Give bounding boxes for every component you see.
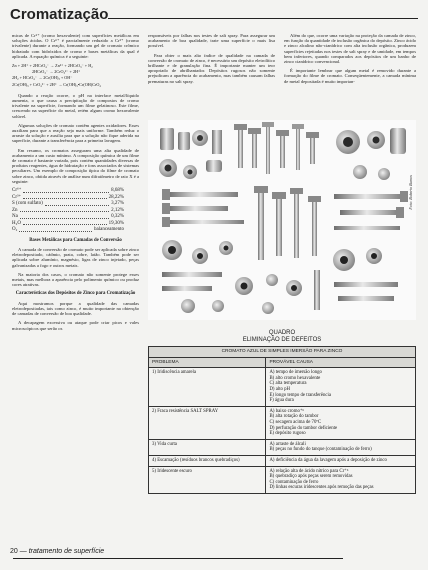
paragraph: A decapagem excessiva ou ataque pode criar picos e vales microscópicos que serão os: [12, 320, 139, 331]
equation: Zn + 2H⁺ + 2HCrO₄⁻ → Zn²⁺ + 2HCrO₃⁻ + H₂: [12, 63, 93, 69]
footer-rule: [13, 558, 343, 559]
equation: 2Cr(OH)₃ + CrO₄²⁻ + 2H⁺ → Cr(OH)₃•Cr(OH)CrO₄: [12, 81, 101, 87]
paragraph: micas de Cr⁶⁺ (cromo hexavalente) com superfícies metálicas em soluções ácidas. O Cr⁶⁺ é parcialmente reduzido a Cr³⁺ (cromo trivalente) durante a reação, formando um gel de cromato crômico hidratado com hidróxidos de cromo e bases metálicas da qual é aplicada. A equação química é a seguinte:: [12, 33, 139, 59]
cause-cell: A) deficiência da água da lavagem após a deposição de zinco: [266, 455, 416, 466]
defects-table: [148, 346, 416, 494]
section-title: Cromatização: [10, 6, 109, 23]
paragraph: responsáveis por falhas nos testes de salt spray. Para assegurar um acabamento de boa qualidade, trate uma superfície o mais lisa possível.: [148, 33, 275, 49]
cause-cell: A) relação alta de ácido nítrico para Cr⁺⁶ B) quebradiço após peças serem removidas C) contaminação de ferro D) linhas escuras iridescentes após remoção das peças: [266, 466, 416, 493]
composition-row: Cr⁶⁺ 8,68%: [12, 188, 124, 194]
table-row: [149, 439, 416, 455]
subheading: Características dos Depósitos de Zinco para Cromatização: [15, 291, 136, 297]
paragraph: Para obter o mais alto índice de qualidade na camada de conversão de cromato de zinco, é necessário um depósito eletrolítico brilhante e de granulação fina. É importante manter um teor apropriado de abrilhantador. Depósitos rugosos não somente prejudicam a aparência do acabamento, mas também causam falhas prematuras no salt spray.: [148, 52, 275, 84]
column-2: [148, 33, 275, 88]
column-1: [12, 33, 139, 335]
bolts-group: [234, 122, 319, 174]
column-3: [284, 33, 416, 88]
paragraph: Na maioria dos casos, o cromato não somente protege esses metais, mas melhora a aparência pelo polimento químico ou produz cores atrativas.: [12, 271, 139, 288]
cause-cell: A) tempo de imersão longo B) alto cromo hexavalente C) alta temperatura D) alto pH E) longo tempo de transferência F) água dura: [266, 368, 416, 407]
table-header-row: [149, 347, 416, 358]
page-header: [10, 6, 418, 24]
table-row: [149, 455, 416, 466]
paragraph: Em resumo, os cromatos asseguram uma alta qualidade de acabamento a um custo mínimo. A composição química de um filme de cromato é bastante variada, pois contém quantidades diversas de produtos reagentes, água de hidratação e íons associados de sistemas peculiares. Um exemplo de composição típica do filme de cromato sobre zinco, obtida através de análise num difratômetro de raio X é a seguinte:: [12, 147, 139, 184]
equation: 2HCrO₃⁻ → 2CrO₃²⁻ + 2H⁺: [32, 69, 81, 75]
table-row: [149, 368, 416, 407]
table-caption-line: ELIMINAÇÃO DE DEFEITOS: [242, 337, 322, 343]
cause-cell: A) baixo cromo⁺⁶ B) alta rotação do tambor C) secagem acima de 70ºC D) perfuração do tambor deficiente E) depósito rugoso: [266, 406, 416, 439]
paragraph: Além do que, ocorre uma variação na proteção da camada de zinco, em função da quantidade de inclusão orgânica do depósito. Zinco ácido e zinco alcalino não-cianídrico com alta inclusão orgânica, produzem superfícies rejeitadas nos testes de salt spray e de umidade, em tempos bem inferiores, quando comparados aos depósitos de um banho de zinco cianídrico convencional.: [284, 33, 416, 65]
table-main-header: CROMATO AZUL DE SIMPLES IMERSÃO PARA ZINCO: [149, 347, 416, 358]
composition-row: H₂O 19,30%: [12, 220, 124, 226]
problem-cell: 4) Escamação (resíduos brancos quebradiços): [149, 455, 266, 466]
photo-credit: Foto: Roberto Ramos: [408, 175, 413, 210]
table-header-row: [149, 357, 416, 368]
composition-row: O₂ balanceamento: [12, 227, 124, 233]
fitting-group: [159, 128, 222, 179]
page-number: 20: [10, 548, 18, 555]
journal-name: tratamento de superfície: [28, 548, 105, 555]
problem-cell: 1) Iridiscência amarela: [149, 368, 266, 407]
footer-separator: —: [19, 548, 27, 555]
table-caption: [148, 330, 416, 344]
subheading: Bases Metálicas para Camadas de Conversão: [29, 237, 122, 243]
page-footer: [10, 548, 418, 562]
cause-cell: A) arraste de álcali B) peças no fundo do tanque (contaminação de ferro): [266, 439, 416, 455]
paragraph: Quando a reação ocorre, o pH na interface metal/líquido aumenta, o que causa a precipitação de compostos de cromo trivalente na superfície, formando um filme gelatinoso. Este filme, crescendo na superfície do metal, retém algum cromo hexavalente solúvel.: [12, 92, 139, 119]
equation: 2H₂ + HCrO₄⁻ → 2Cr(OH)₃ + OH⁻: [12, 75, 73, 81]
problem-cell: 2) Fraca resistência SALT SPRAY: [149, 406, 266, 439]
problem-cell: 5) Iridescente escuro: [149, 466, 266, 493]
fasteners-image: [148, 120, 416, 320]
column-header-problema: PROBLEMA: [149, 357, 266, 368]
composition-row: Na 0,32%: [12, 214, 124, 220]
paragraph: Algumas soluções de cromato contêm agentes oxidadores. Esses auxiliam para que a reação seja mais uniforme. Também reduz o arraste da solução e auxilia para que a solução não fique aderida na superfície, durante a transferência para a primeira lavagem.: [12, 122, 139, 144]
composition-row: Cr³⁺ 28,22%: [12, 194, 124, 200]
paragraph: É importante lembrar que algum metal é removido durante a formação do filme de cromato. Conseqüentemente, a camada mínima de metal depositada é muito importan-: [284, 68, 416, 84]
fasteners-photo: [148, 120, 416, 320]
table-row: [149, 406, 416, 439]
paragraph: A camada de conversão de cromato pode ser aplicada sobre zinco eletrodepositado, cádmio, prata, cobre, latão. Também pode ser aplicada sobre alumínio, magnésio, ligas de zinco injetado, peças galvanizadas a fogo e outros metais.: [12, 246, 139, 268]
parts-group: [336, 128, 406, 180]
chemical-equations: [12, 63, 139, 88]
composition-row: Zn 2,12%: [12, 207, 124, 213]
header-rule: [108, 18, 418, 19]
table-row: [149, 466, 416, 493]
problem-cell: 3) Vida curta: [149, 439, 266, 455]
column-header-causa: PROVÁVEL CAUSA: [266, 357, 416, 368]
paragraph: Aqui mostramos porque a qualidade das camadas eletrodepositadas, tais como zinco, é muito importante na obtenção de camadas de conversão de boa qualidade.: [12, 300, 139, 317]
composition-row: S (com sulfato) 3,27%: [12, 201, 124, 207]
table-caption-line: QUADRO: [268, 330, 296, 336]
composition-list: [12, 188, 124, 234]
